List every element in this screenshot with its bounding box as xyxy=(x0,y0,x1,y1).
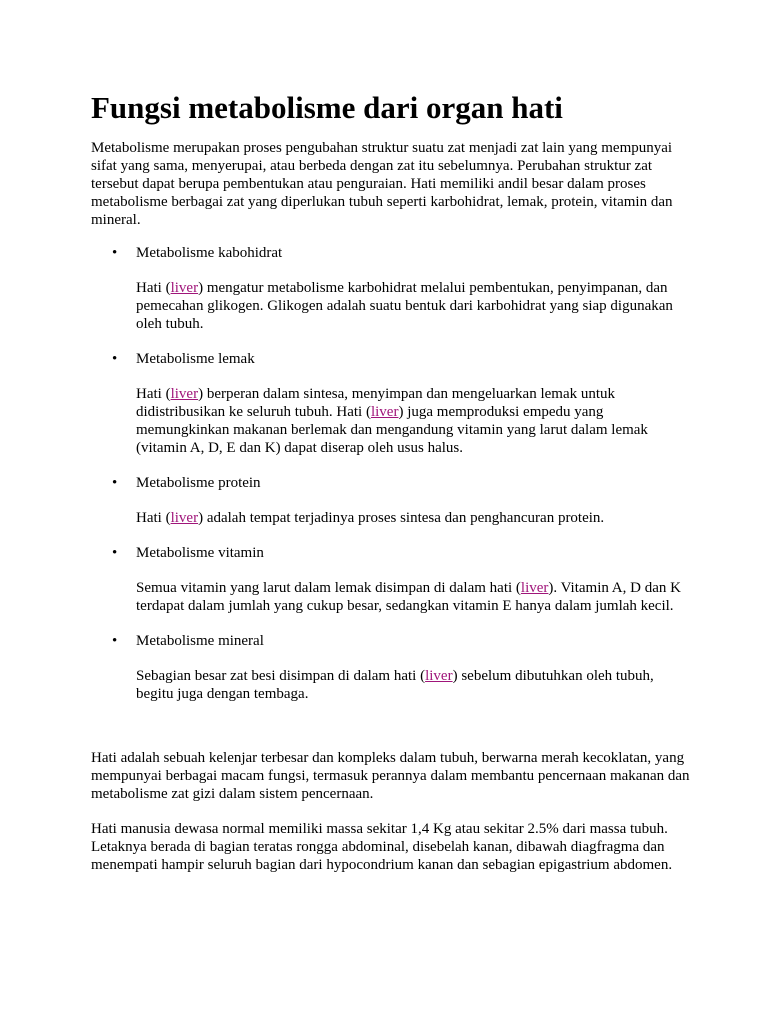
bullet-icon: • xyxy=(112,475,118,491)
closing-paragraph: Hati adalah sebuah kelenjar terbesar dan kompleks dalam tubuh, berwarna merah kecoklatan, yang mempunyai berbagai macam fungsi, termasuk perannya dalam membantu pencernaan makanan dan metabolisme zat gizi dalam sistem pencernaan. xyxy=(91,750,690,802)
list-item-title: Metabolisme kabohidrat xyxy=(136,245,283,261)
list-item-body xyxy=(136,279,691,333)
list-item-body xyxy=(136,579,691,615)
list-item-mineral xyxy=(91,632,691,703)
body-text: ) adalah tempat terjadinya proses sintesa dan penghancuran protein. xyxy=(198,510,605,526)
list-item-title: Metabolisme lemak xyxy=(136,351,255,367)
list-item-title: Metabolisme vitamin xyxy=(136,545,264,561)
body-text: Hati ( xyxy=(136,280,171,296)
body-text: Hati ( xyxy=(136,510,171,526)
liver-link[interactable]: liver xyxy=(425,668,453,684)
metabolism-list xyxy=(91,244,691,703)
page-title: Fungsi metabolisme dari organ hati xyxy=(91,90,563,125)
bullet-icon: • xyxy=(112,545,118,561)
liver-link[interactable]: liver xyxy=(170,280,199,296)
liver-link[interactable]: liver xyxy=(520,580,549,596)
list-item-body xyxy=(136,385,691,457)
list-item-vitamin xyxy=(91,544,691,615)
list-item-karbohidrat xyxy=(91,244,691,333)
body-text: ) sebelum dibutuhkan oleh tubuh, begitu juga dengan tembaga. xyxy=(136,668,654,702)
list-item-title: Metabolisme protein xyxy=(136,475,261,491)
list-item-body xyxy=(136,667,691,703)
list-item-protein xyxy=(91,474,691,527)
list-item-title: Metabolisme mineral xyxy=(136,633,264,649)
body-text: Hati ( xyxy=(136,386,171,402)
liver-link[interactable]: liver xyxy=(170,510,199,526)
body-text: Sebagian besar zat besi disimpan di dalam hati ( xyxy=(136,668,426,684)
closing-paragraph: Hati manusia dewasa normal memiliki massa sekitar 1,4 Kg atau sekitar 2.5% dari massa tubuh. Letaknya berada di bagian teratas rongga abdominal, disebelah kanan, dibawah diagfragma dan menempati hampir seluruh bagian dari hypocondrium kanan dan sebagian epigastrium abdomen. xyxy=(91,821,673,873)
body-text: ) juga memproduksi empedu yang memungkinkan makanan berlemak dan mengandung vitamin yang larut dalam lemak (vitamin A, D, E dan K) dapat diserap oleh usus halus. xyxy=(136,404,648,456)
bullet-icon: • xyxy=(112,351,118,367)
bullet-icon: • xyxy=(112,633,118,649)
body-text: ). Vitamin A, D dan K terdapat dalam jumlah yang cukup besar, sedangkan vitamin E hanya dalam jumlah kecil. xyxy=(136,580,681,614)
intro-paragraph: Metabolisme merupakan proses pengubahan struktur suatu zat menjadi zat lain yang mempunyai sifat yang sama, menyerupai, atau berbeda dengan zat itu sebelumnya. Perubahan struktur zat tersebut dapat berupa pembentukan atau penguraian. Hati memiliki andil besar dalam proses metabolisme berbagai zat yang diperlukan tubuh seperti karbohidrat, lemak, protein, vitamin dan mineral. xyxy=(91,140,673,228)
liver-link[interactable]: liver xyxy=(370,404,399,420)
closing-section xyxy=(91,749,691,874)
list-item-body xyxy=(136,509,691,527)
body-text: ) mengatur metabolisme karbohidrat melalui pembentukan, penyimpanan, dan pemecahan glikogen. Glikogen adalah suatu bentuk dari karbohidrat yang siap digunakan oleh tubuh. xyxy=(136,280,673,332)
liver-link[interactable]: liver xyxy=(170,386,199,402)
document-page xyxy=(91,90,691,891)
body-text: ) berperan dalam sintesa, menyimpan dan mengeluarkan lemak untuk didistribusikan ke seluruh tubuh. Hati ( xyxy=(136,386,616,420)
list-item-lemak xyxy=(91,350,691,457)
body-text: Semua vitamin yang larut dalam lemak disimpan di dalam hati ( xyxy=(136,580,521,596)
bullet-icon: • xyxy=(112,245,118,261)
